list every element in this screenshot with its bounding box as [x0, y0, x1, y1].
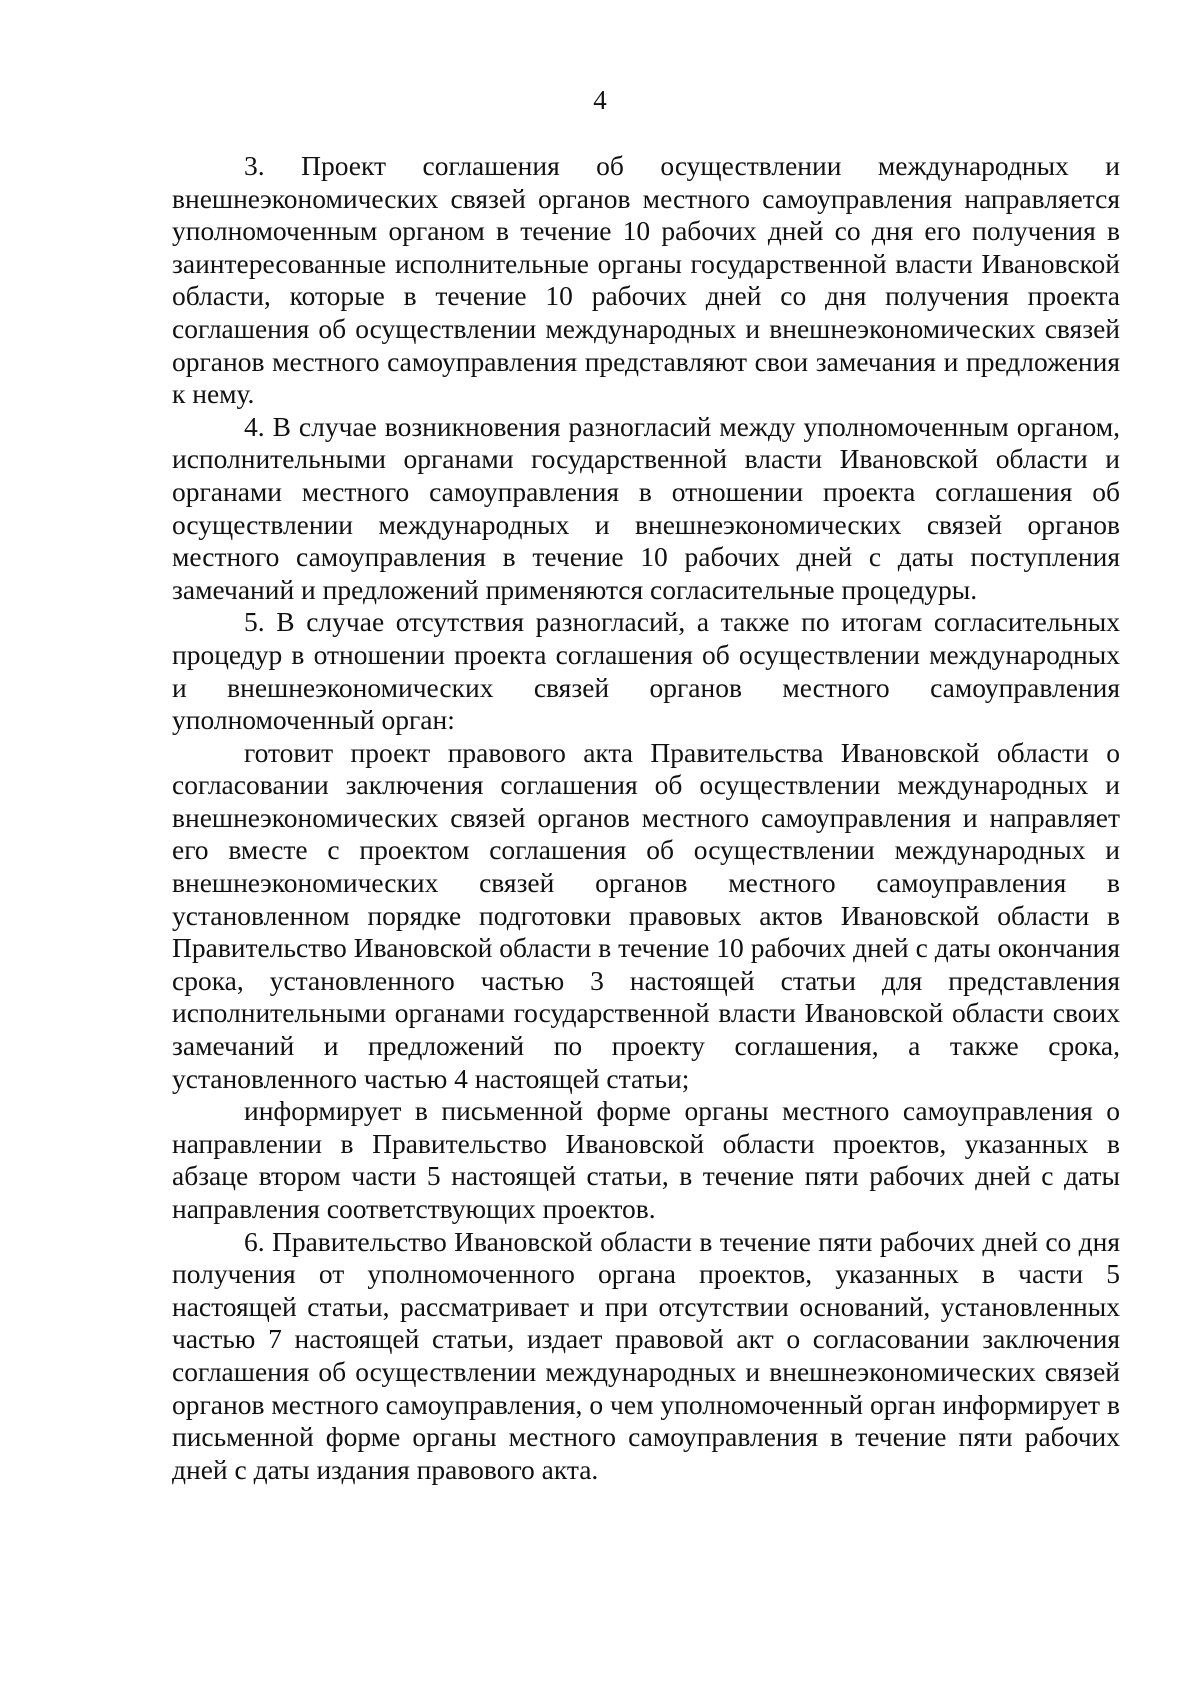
paragraph-part-5-item-prepare: готовит проект правового акта Правительства Ивановской области о согласовании заключения соглашения об осуществлении международных и внешнеэкономических связей органов местного самоуправления и направляет его вместе с проектом соглашения об осуществлении международных и внешнеэкономических связей органов местного самоуправления в установленном порядке подготовки правовых актов Ивановской области в Правительство Ивановской области в течение 10 рабочих дней с даты окончания срока, установленного частью 3 настоящей статьи для представления исполнительными органами государственной власти Ивановской области своих замечаний и предложений по проекту соглашения, а также срока, установленного частью 4 настоящей статьи;: [172, 736, 1120, 1094]
paragraph-part-3: 3. Проект соглашения об осуществлении международных и внешнеэкономических связей органов местного самоуправления направляется уполномоченным органом в течение 10 рабочих дней со дня его получения в заинтересованные исполнительные органы государственной власти Ивановской области, которые в течение 10 рабочих дней со дня получения проекта соглашения об осуществлении международных и внешнеэкономических связей органов местного самоуправления представляют свои замечания и предложения к нему.: [172, 150, 1120, 410]
paragraph-part-5: 5. В случае отсутствия разногласий, а также по итогам согласительных процедур в отношении проекта соглашения об осуществлении международных и внешнеэкономических связей органов местного самоуправления уполномоченный орган:: [172, 606, 1120, 736]
paragraph-part-4: 4. В случае возникновения разногласий между уполномоченным органом, исполнительными органами государственной власти Ивановской области и органами местного самоуправления в отношении проекта соглашения об осуществлении международных и внешнеэкономических связей органов местного самоуправления в течение 10 рабочих дней с даты поступления замечаний и предложений применяются согласительные процедуры.: [172, 410, 1120, 605]
paragraph-part-5-item-inform: информирует в письменной форме органы местного самоуправления о направлении в Правительство Ивановской области проектов, указанных в абзаце втором части 5 настоящей статьи, в течение пяти рабочих дней с даты направления соответствующих проектов.: [172, 1095, 1120, 1224]
page-number: 4: [593, 85, 607, 115]
paragraph-part-6: 6. Правительство Ивановской области в течение пяти рабочих дней со дня получения от уполномоченного органа проектов, указанных в части 5 настоящей статьи, рассматривает и при отсутствии оснований, установленных частью 7 настоящей статьи, издает правовой акт о согласовании заключения соглашения об осуществлении международных и внешнеэкономических связей органов местного самоуправления, о чем уполномоченный орган информирует в письменной форме органы местного самоуправления в течение пяти рабочих дней с даты издания правового акта.: [172, 1225, 1120, 1485]
document-body: [172, 150, 1120, 1486]
